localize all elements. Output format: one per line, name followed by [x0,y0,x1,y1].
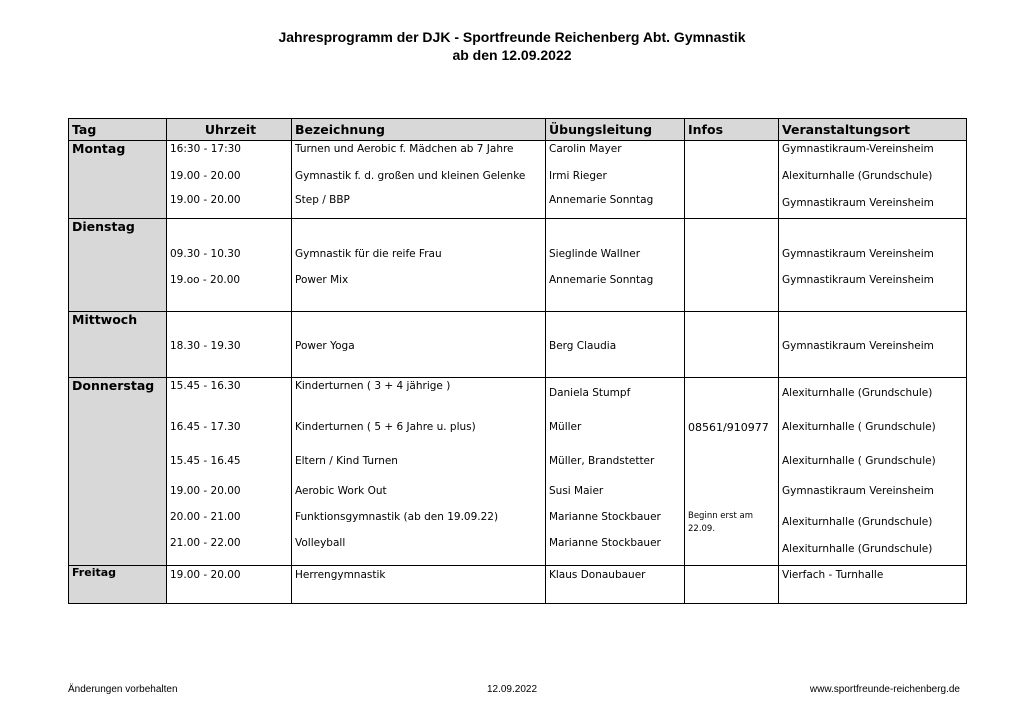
table-row [69,418,967,452]
table-row [69,219,967,265]
header-uhrzeit: Uhrzeit [167,119,292,141]
time-cell: 19.00 - 20.00 [167,566,292,604]
info-note-line1: Beginn erst am [688,510,753,521]
course-cell: Power Mix [292,265,546,312]
header-bezeichnung: Bezeichnung [292,119,546,141]
location-cell: Gymnastikraum Vereinsheim [779,482,967,508]
day-cell-montag: Montag [69,141,167,219]
time-cell: 19.oo - 20.00 [167,265,292,312]
location-cell: Alexiturnhalle (Grundschule) [779,165,967,191]
location-cell: Alexiturnhalle ( Grundschule) [779,418,967,452]
info-note-line2: 22.09. [688,523,716,534]
location-cell: Vierfach - Turnhalle [779,566,967,604]
info-cell: 08561/910977 [685,418,779,452]
trainer-cell: Marianne Stockbauer [546,536,685,566]
document-title: Jahresprogramm der DJK - Sportfreunde Reichenberg Abt. Gymnastik [278,29,746,45]
location-cell: Gymnastikraum-Vereinsheim [779,141,967,165]
time-cell: 15.45 - 16.45 [167,452,292,482]
header-infos: Infos [685,119,779,141]
trainer-cell: Annemarie Sonntag [546,191,685,219]
footer-note: Änderungen vorbehalten [68,684,178,695]
table-row [69,566,967,604]
time-cell: 16:30 - 17:30 [167,141,292,165]
course-cell: Kinderturnen ( 3 + 4 jährige ) [292,378,546,418]
table-row [69,191,967,219]
header-veranstaltungsort: Veranstaltungsort [779,119,967,141]
trainer-cell: Susi Maier [546,482,685,508]
header-tag: Tag [69,119,167,141]
trainer-cell: Marianne Stockbauer [546,508,685,536]
info-cell [685,265,779,312]
table-header-row [69,119,967,141]
course-cell: Funktionsgymnastik (ab den 19.09.22) [292,508,546,536]
course-cell: Kinderturnen ( 5 + 6 Jahre u. plus) [292,418,546,452]
trainer-cell: Klaus Donaubauer [546,566,685,604]
course-cell: Turnen und Aerobic f. Mädchen ab 7 Jahre [292,141,546,165]
day-cell-freitag: Freitag [69,566,167,604]
info-cell [685,219,779,265]
course-cell: Herrengymnastik [292,566,546,604]
info-cell [685,165,779,191]
info-cell [685,482,779,508]
time-cell: 20.00 - 21.00 [167,508,292,536]
day-cell-donnerstag: Donnerstag [69,378,167,566]
time-cell: 15.45 - 16.30 [167,378,292,418]
info-cell [685,566,779,604]
location-cell: Gymnastikraum Vereinsheim [779,265,967,312]
info-cell [685,312,779,378]
time-cell: 19.00 - 20.00 [167,191,292,219]
table-row [69,536,967,566]
location-cell: Alexiturnhalle (Grundschule) [779,508,967,536]
trainer-cell: Irmi Rieger [546,165,685,191]
info-cell [685,191,779,219]
location-cell: Alexiturnhalle (Grundschule) [779,378,967,418]
time-cell: 19.00 - 20.00 [167,482,292,508]
trainer-cell: Daniela Stumpf [546,378,685,418]
info-cell [685,378,779,418]
time-cell: 19.00 - 20.00 [167,165,292,191]
course-cell: Gymnastik für die reife Frau [292,219,546,265]
schedule-table [68,118,967,604]
table-row [69,165,967,191]
location-cell: Alexiturnhalle ( Grundschule) [779,452,967,482]
document-subtitle: ab den 12.09.2022 [452,47,572,63]
table-row [69,265,967,312]
day-cell-mittwoch: Mittwoch [69,312,167,378]
location-cell: Alexiturnhalle (Grundschule) [779,536,967,566]
course-cell: Step / BBP [292,191,546,219]
day-cell-dienstag: Dienstag [69,219,167,312]
course-cell: Aerobic Work Out [292,482,546,508]
info-cell [685,508,779,566]
table-row [69,312,967,378]
header-uebungsleitung: Übungsleitung [546,119,685,141]
trainer-cell: Müller, Brandstetter [546,452,685,482]
location-cell: Gymnastikraum Vereinsheim [779,312,967,378]
table-row [69,482,967,508]
trainer-cell: Berg Claudia [546,312,685,378]
table-row [69,378,967,418]
time-cell: 18.30 - 19.30 [167,312,292,378]
info-cell [685,141,779,165]
course-cell: Power Yoga [292,312,546,378]
trainer-cell: Sieglinde Wallner [546,219,685,265]
trainer-cell: Müller [546,418,685,452]
table-row [69,508,967,536]
trainer-cell: Carolin Mayer [546,141,685,165]
info-cell [685,452,779,482]
time-cell: 21.00 - 22.00 [167,536,292,566]
course-cell: Volleyball [292,536,546,566]
footer-date: 12.09.2022 [486,684,538,695]
course-cell: Eltern / Kind Turnen [292,452,546,482]
table-row [69,452,967,482]
time-cell: 16.45 - 17.30 [167,418,292,452]
table-row [69,141,967,165]
course-cell: Gymnastik f. d. großen und kleinen Gelenke [292,165,546,191]
location-cell: Gymnastikraum Vereinsheim [779,219,967,265]
location-cell: Gymnastikraum Vereinsheim [779,191,967,219]
trainer-cell: Annemarie Sonntag [546,265,685,312]
footer-website: www.sportfreunde-reichenberg.de [809,684,960,695]
time-cell: 09.30 - 10.30 [167,219,292,265]
